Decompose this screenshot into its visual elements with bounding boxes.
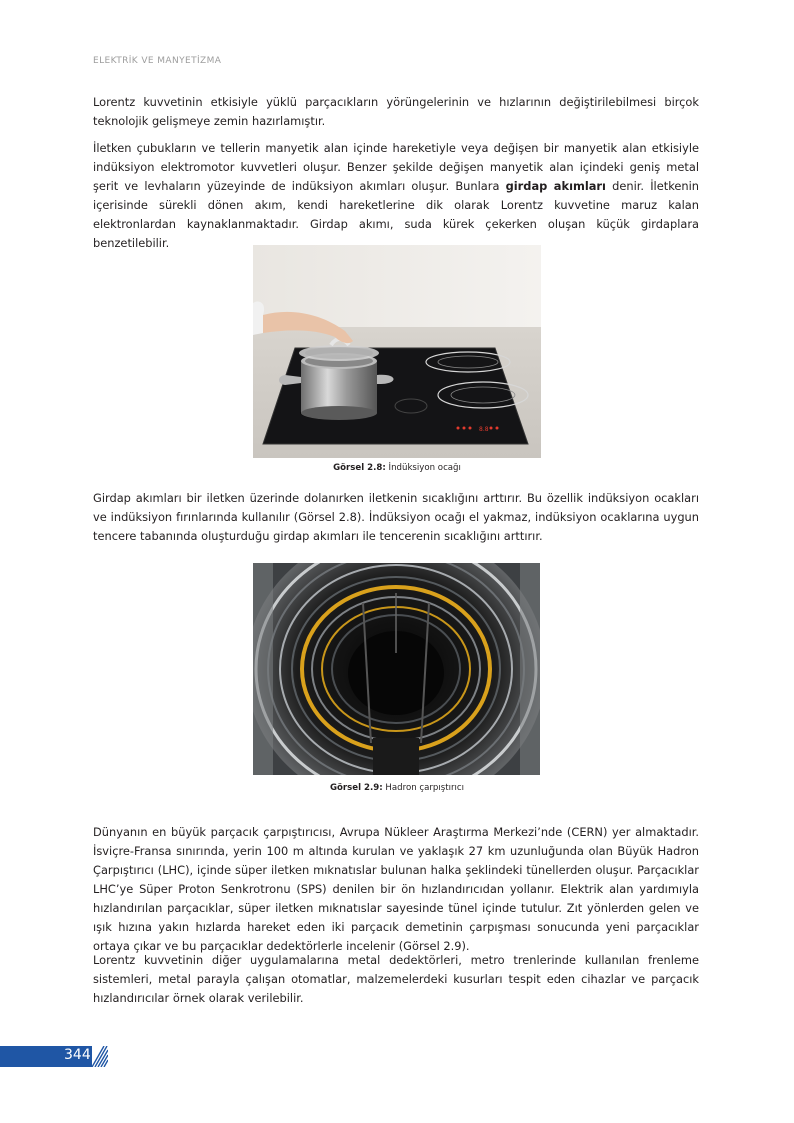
paragraph-applications: Lorentz kuvvetinin diğer uygulamalarına metal dedektörleri, metro trenlerinde kullanılan frenleme sistemleri, metal parayla çalışan otomatlar, malzemelerdeki kusurları tespit eden cihazlar ve parçacık hızlandırıcılar örnek olarak verilebilir. — [93, 953, 699, 1005]
section-header: ELEKTRİK VE MANYETİZMA — [93, 56, 222, 66]
page-corner-hatch-decoration — [92, 1046, 108, 1067]
cooktop-display: 8.8 — [479, 426, 489, 433]
hadron-collider-image — [253, 563, 540, 775]
page-number: 344 — [64, 1047, 91, 1063]
induction-cooktop-image — [253, 245, 541, 458]
paragraph-cern-lhc: Dünyanın en büyük parçacık çarpıştırıcısı, Avrupa Nükleer Araştırma Merkezi’nde (CERN) yer almaktadır. İsviçre-Fransa sınırında, yerin 100 m altında kurulan ve yaklaşık 27 km uzunluğunda olan Büyük Hadron Çarpıştırıcı (LHC), içinde süper iletken mıknatıslar bulunan halka şeklindeki tünellerden oluşur. Parçacıklar LHC’ye Süper Proton Senkrotronu (SPS) denilen bir ön hızlandırıcıdan yollanır. Elektrik alan yardımıyla hızlandırılan parçacıklar, süper iletken mıknatıslar sayesinde tünel içinde tutulur. Zıt yönlerden gelen ve ışık hızına yakın hızlarda hareket eden iki parçacık demetinin çarpışması sonucunda yeni parçacıklar ortaya çıkar ve bu parçacıklar dedektörlerle incelenir (Görsel 2.9). — [93, 825, 699, 953]
figure-caption-2-8: Görsel 2.8: İndüksiyon ocağı — [333, 463, 461, 473]
paragraph-intro: Lorentz kuvvetinin etkisiyle yüklü parçacıkların yörüngelerinin ve hızlarının değiştirilebilmesi birçok teknolojik gelişmeye zemin hazırlamıştır. — [93, 95, 699, 128]
figure-caption-2-9: Görsel 2.9: Hadron çarpıştırıcı — [329, 783, 465, 793]
term-eddy-currents: girdap akımları — [505, 179, 606, 193]
paragraph-induction-cooktop: Girdap akımları bir iletken üzerinde dolanırken iletkenin sıcaklığını arttırır. Bu özellik indüksiyon ocakları ve indüksiyon fırınlarında kullanılır (Görsel 2.8). İndüksiyon ocağı el yakmaz, indüksiyon ocaklarına uygun tencere tabanında oluşturduğu girdap akımları ile tencerenin sıcaklığını arttırır. — [93, 491, 699, 543]
paragraph-eddy-currents: İletken çubukların ve tellerin manyetik alan içinde hareketiyle veya değişen bir manyetik alan etkisiyle indüksiyon elektromotor kuvvetleri oluşur. Benzer şekilde değişen manyetik alan içindeki geniş metal şerit ve levhaların yüzeyinde de indüksiyon akımları oluşur. Bunlara girdap akımları denir. İletkenin içerisinde sürekli dönen akım, kendi hareketlerine dik olarak Lorentz kuvvetine maruz kalan elektronlardan kaynaklanmaktadır. Girdap akımı, suda kürek çekerken oluşan küçük girdaplara benzetilebilir. — [93, 141, 699, 250]
